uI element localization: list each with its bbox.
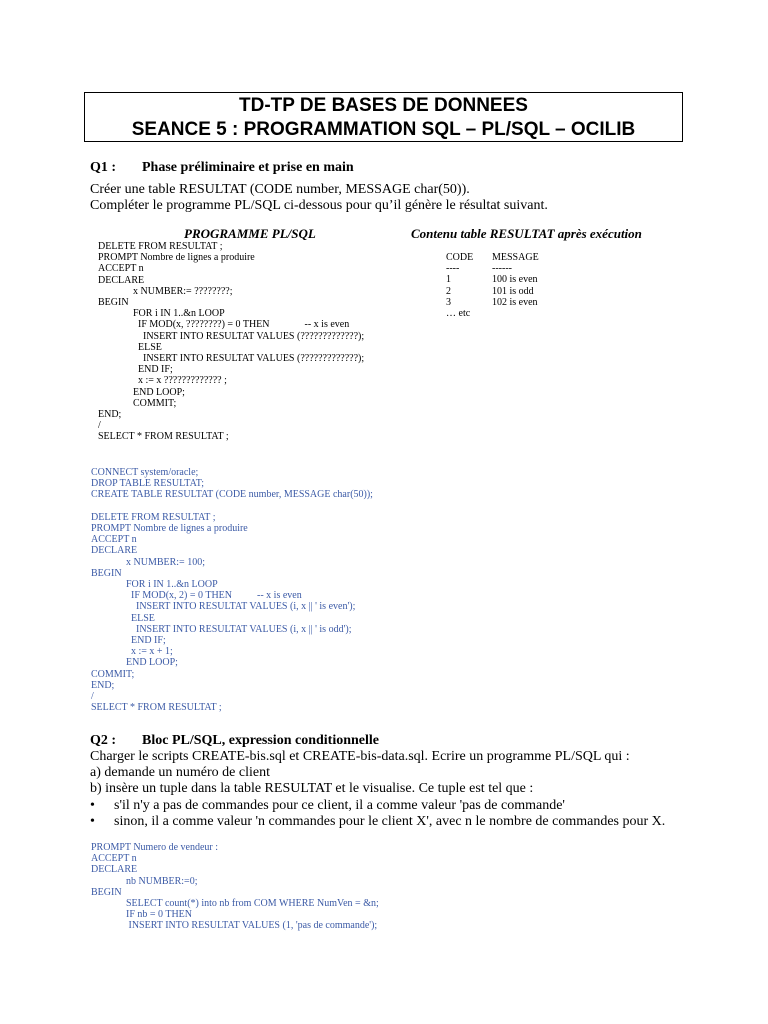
q2-paragraph-1: Charger le scripts CREATE-bis.sql et CREATE-bis-data.sql. Ecrire un programme PL/SQL qui :: [90, 749, 630, 764]
bullet-icon: •: [90, 798, 95, 813]
q2-number: Q2 :: [90, 733, 117, 748]
result-table-header: [446, 252, 539, 263]
cell-message: 102 is even: [492, 296, 538, 308]
solution-1-code: CONNECT system/oracle; DROP TABLE RESULTAT; CREATE TABLE RESULTAT (CODE number, MESSAGE char(50)); DELETE FROM RESULTAT ; PROMPT Nombre de lignes a produire ACCEPT n DECLARE x NUMBER:= 100; BEGIN FOR i IN 1..&n LOOP IF MOD(x, 2) = 0 THEN -- x is even INSERT INTO RESULTAT VALUES (i, x || ' is even'); ELSE INSERT INTO RESULTAT VALUES (i, x || ' is odd'); END IF; x := x + 1; END LOOP; COMMIT; END; / SELECT * FROM RESULTAT ;: [91, 467, 373, 714]
bullet-icon: •: [90, 814, 95, 829]
result-table-separator: [446, 263, 539, 274]
q1-heading: [90, 160, 354, 176]
q2-item-b: b) insère un tuple dans la table RESULTAT et le visualise. Ce tuple est tel que :: [90, 781, 534, 796]
document-title: TD-TP DE BASES DE DONNEES: [239, 95, 528, 116]
q2-item-a: a) demande un numéro de client: [90, 765, 270, 780]
col-message-separator: ------: [492, 263, 512, 275]
cell-code: 3: [446, 296, 451, 308]
q2-bullet-2: [90, 814, 665, 830]
q1-number: Q1 :: [90, 160, 117, 175]
cell-code: 1: [446, 274, 451, 286]
q2-heading: [90, 733, 379, 749]
table-row: [446, 286, 539, 297]
q1-paragraph-1: Créer une table RESULTAT (CODE number, MESSAGE char(50)).: [90, 182, 470, 197]
table-row: [446, 297, 539, 308]
result-table-heading: Contenu table RESULTAT après exécution: [411, 226, 642, 241]
cell-code: 2: [446, 285, 451, 297]
col-code-header: CODE: [446, 252, 474, 263]
document-subtitle: SEANCE 5 : PROGRAMMATION SQL – PL/SQL – OCILIB: [131, 119, 636, 140]
cell-message: 100 is even: [492, 274, 538, 286]
table-etc: [446, 308, 539, 319]
etc-text: … etc: [446, 308, 471, 320]
cell-message: 101 is odd: [492, 285, 534, 297]
bullet-text: s'il n'y a pas de commandes pour ce client, il a comme valeur 'pas de commande': [114, 798, 565, 813]
q1-title: Phase préliminaire et prise en main: [142, 160, 354, 175]
col-message-header: MESSAGE: [492, 252, 539, 263]
q2-bullet-1: [90, 798, 565, 814]
table-row: [446, 274, 539, 285]
result-table: [446, 252, 539, 319]
col-code-separator: ----: [446, 263, 460, 275]
bullet-text: sinon, il a comme valeur 'n commandes pour le client X', avec n le nombre de commandes pour X.: [114, 814, 666, 829]
q2-title: Bloc PL/SQL, expression conditionnelle: [142, 733, 379, 748]
title-box: [84, 92, 683, 142]
program-code: DELETE FROM RESULTAT ; PROMPT Nombre de lignes a produire ACCEPT n DECLARE x NUMBER:= ????????; BEGIN FOR i IN 1..&n LOOP IF MOD(x, ????????) = 0 THEN -- x is even INSERT INTO RESULTAT VALUES (?????????????); ELSE INSERT INTO RESULTAT VALUES (?????????????); END IF; x := x ????????????? ; END LOOP; COMMIT; END; / SELECT * FROM RESULTAT ;: [98, 241, 365, 443]
q1-paragraph-2: Compléter le programme PL/SQL ci-dessous pour qu’il génère le résultat suivant.: [90, 198, 548, 213]
solution-2-code: PROMPT Numero de vendeur : ACCEPT n DECLARE nb NUMBER:=0; BEGIN SELECT count(*) into nb from COM WHERE NumVen = &n; IF nb = 0 THEN INSERT INTO RESULTAT VALUES (1, 'pas de commande');: [91, 842, 379, 932]
program-heading: PROGRAMME PL/SQL: [184, 226, 316, 241]
